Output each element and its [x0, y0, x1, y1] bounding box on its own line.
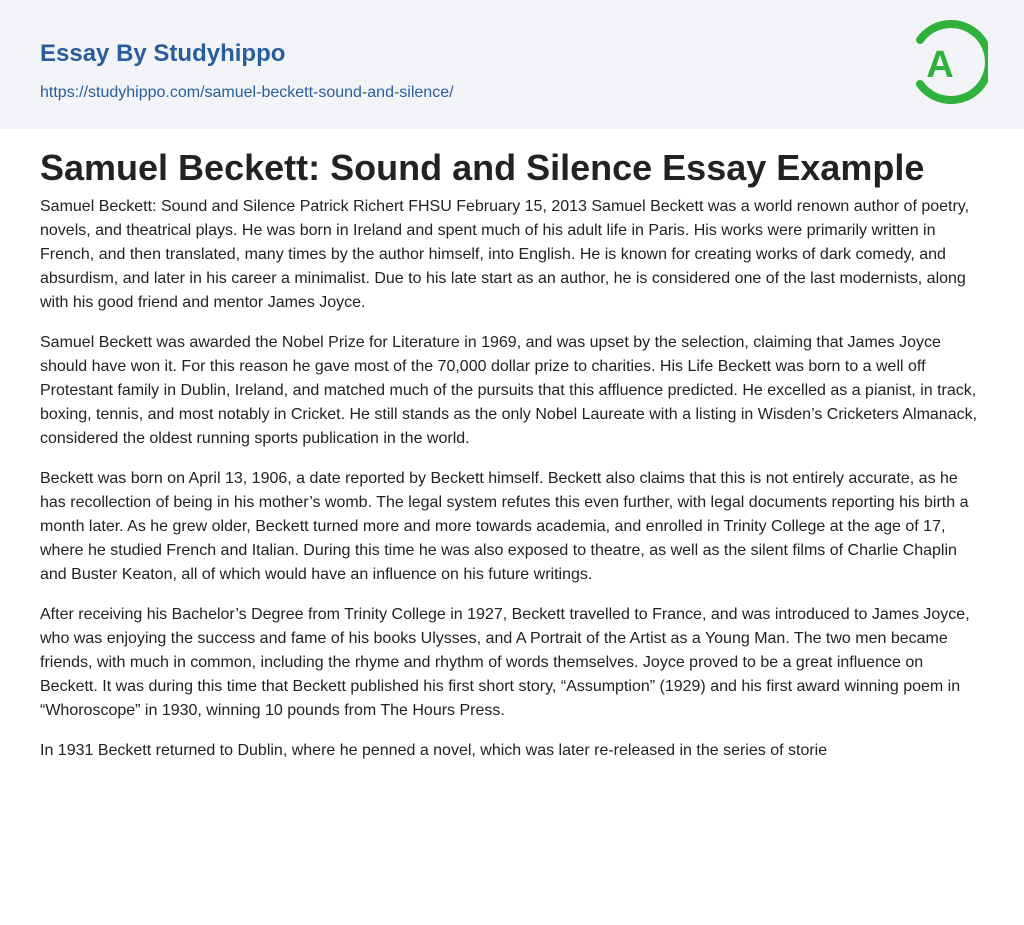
essay-paragraph: Samuel Beckett was awarded the Nobel Prize for Literature in 1969, and was upset by the selection, claiming that James Joyce should have won it. For this reason he gave most of the 70,000 dollar prize to charities. His Life Beckett was born to a well off Protestant family in Dublin, Ireland, and matched much of the pursuits that this affluence predicted. He excelled as a pianist, in track, boxing, tennis, and most notably in Cricket. He still stands as the only Nobel Laureate with a listing in Wisden’s Cricketers Almanack, considered the oldest running sports publication in the world.: [40, 334, 978, 447]
essay-title: Samuel Beckett: Sound and Silence Essay Example: [40, 147, 925, 188]
essay-paragraph: Beckett was born on April 13, 1906, a date reported by Beckett himself. Beckett also claims that this is not entirely accurate, as he has recollection of being in his mother’s womb. The legal system refutes this even further, with legal documents reporting his birth a month later. As he grew older, Beckett turned more and more towards academia, and enrolled in Trinity College at the age of 17, where he studied French and Italian. During this time he was also exposed to theatre, as well as the silent films of Charlie Chaplin and Buster Keaton, all of which would have an influence on his future writings.: [40, 470, 969, 583]
essay-paragraph: In 1931 Beckett returned to Dublin, where he penned a novel, which was later re-released in the series of storie: [40, 742, 828, 759]
essay-paragraph: Samuel Beckett: Sound and Silence Patrick Richert FHSU February 15, 2013 Samuel Beckett was a world renown author of poetry, novels, and theatrical plays. He was born in Ireland and spent much of his adult life in Paris. His works were primarily written in French, and then translated, many times by the author himself, into English. He is known for creating works of dark comedy, and absurdism, and later in his career a minimalist. Due to his late start as an author, he is considered one of the last modernists, along with his good friend and mentor James Joyce.: [40, 198, 970, 311]
logo-icon: [910, 18, 988, 106]
essay-paragraph: After receiving his Bachelor’s Degree from Trinity College in 1927, Beckett travelled to France, and was introduced to James Joyce, who was enjoying the success and fame of his books Ulysses, and A Portrait of the Artist as a Young Man. The two men became friends, with much in common, including the rhyme and rhythm of words themselves. Joyce proved to be a great influence on Beckett. It was during this time that Beckett published his first short story, “Assumption” (1929) and his first award winning poem in “Whoroscope” in 1930, winning 10 pounds from The Hours Press.: [40, 606, 970, 719]
essay-body: [40, 195, 985, 763]
brand-title[interactable]: Essay By Studyhippo: [40, 40, 286, 67]
essay-content: [40, 147, 985, 779]
site-header: [0, 0, 1024, 129]
studyhippo-logo[interactable]: [910, 18, 988, 106]
logo-letter: A: [926, 44, 954, 86]
source-url-link[interactable]: https://studyhippo.com/samuel-beckett-sound-and-silence/: [40, 84, 454, 101]
